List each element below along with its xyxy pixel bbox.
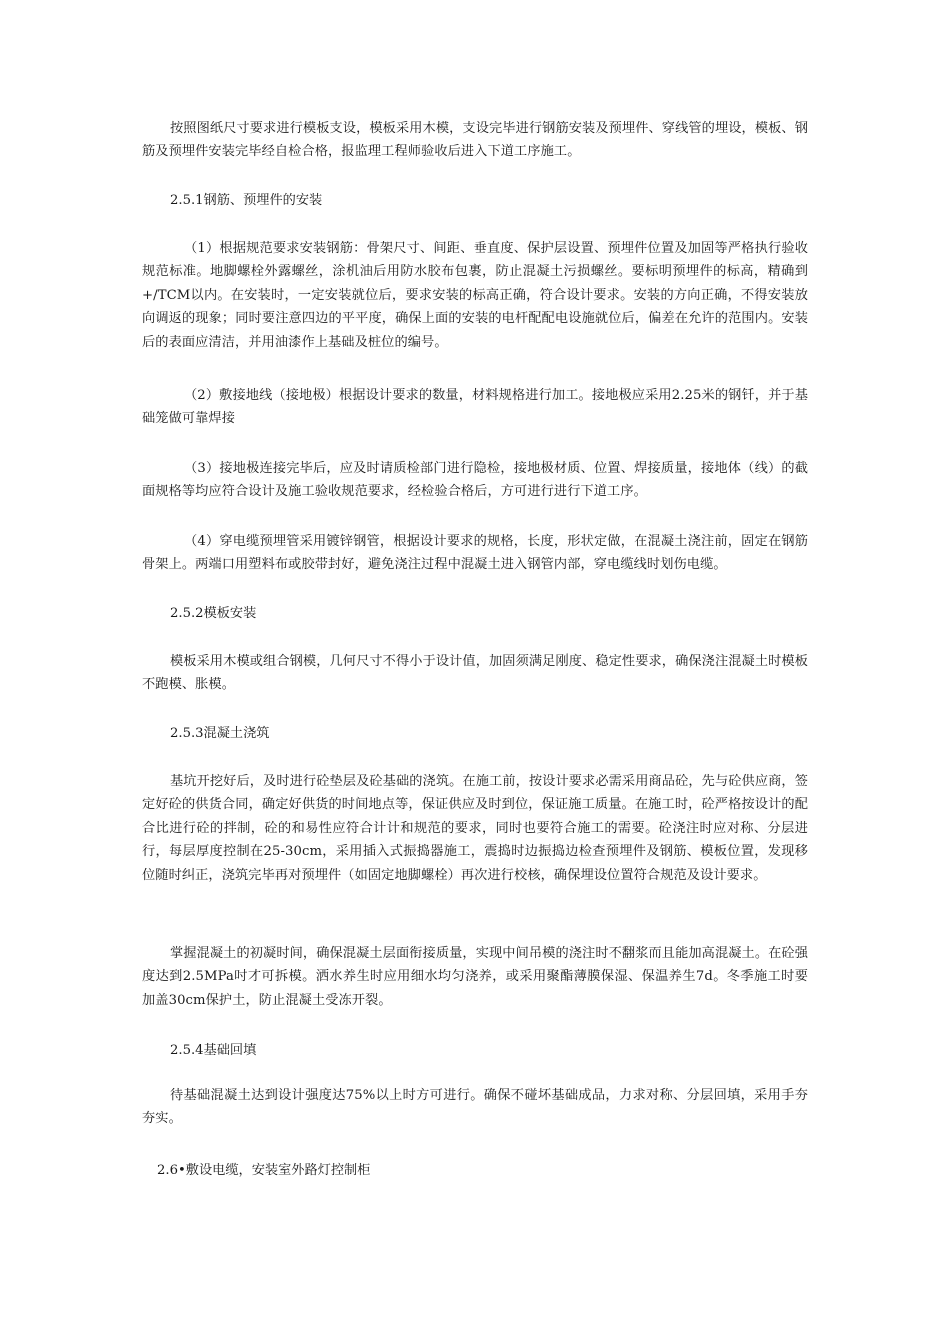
section-heading-2-5-2: 2.5.2模板安装 — [170, 606, 257, 621]
section-heading-2-6: 2.6•敷设电缆，安装室外路灯控制柜 — [157, 1163, 371, 1178]
paragraph-concrete-curing: 掌握混凝土的初凝时间，确保混凝土层面衔接质量，实现中间吊模的浇注时不翻浆而且能加高混凝土。在砼强度达到2.5MPa吋才可拆模。洒水养生时应用细水均匀浇养，或采用聚酯薄膜保湿、保温养生7d。冬季施工时要加盖30cm保护土，防止混凝土受冻开裂。 — [142, 946, 808, 1008]
paragraph-concrete-pouring: 基坑开挖好后，及时进行砼垫层及砼基础的浇筑。在施工前，按设计要求必需采用商品砼，先与砼供应商，签定好砼的供货合同，确定好供货的时间地点等，保证供应及时到位，保证施工质量。在施工时，砼严格按设计的配合比进行砼的拌制，砼的和易性应符合计计和规范的要求，同时也要符合施工的需要。砼浇注时应对称、分层进行，每层厚度控制在25-30cm，采用插入式振捣器施工，震捣时边振捣边检查预埋件及钢筋、模板位置，发现移位随时纠正，浇筑完毕再对预埋件（如固定地脚螺栓）再次进行校核，确保埋设位置符合规范及设计要求。 — [142, 774, 808, 883]
paragraph-backfill: 待基础混凝土达到设计强度达75%以上时方可进行。确保不碰坏基础成品，力求对称、分层回填，采用手夯夯实。 — [142, 1088, 808, 1127]
paragraph-formwork: 模板采用木模或组合钢模，几何尺寸不得小于设计值，加固须满足刚度、稳定性要求，确保浇注混凝土时模板不跑模、胀模。 — [142, 654, 808, 693]
paragraph-cable-conduit: （4）穿电缆预埋管采用镀锌钢管，根据设计要求的规格，长度，形状定做，在混凝土浇注前，固定在钢筋骨架上。两端口用塑料布或胶带封好，避免浇注过程中混凝土进入钢管内部，穿电缆线时划伤电缆。 — [142, 534, 808, 573]
paragraph-grounding-inspection: （3）接地极连接完毕后，应及时请质检部门进行隐检，接地极材质、位置、焊接质量，接地体（线）的截面规格等均应符合设计及施工验收规范要求，经检验合格后，方可进行进行下道工序。 — [142, 461, 808, 500]
intro-paragraph: 按照图纸尺寸要求进行模板支设，模板采用木模，支设完毕进行钢筋安装及预埋件、穿线管的埋设，模板、钢筋及预埋件安装完毕经自检合格，报监理工程师验收后进入下道工序施工。 — [142, 121, 808, 160]
section-heading-2-5-3: 2.5.3混凝土浇筑 — [170, 726, 270, 741]
paragraph-rebar-installation: （1）根据规范要求安装钢筋：骨架尺寸、间距、垂直度、保护层设置、预埋件位置及加固等严格执行验收规范标准。地脚螺栓外露螺丝，涂机油后用防水胶布包裹，防止混凝土污损螺丝。要标明预埋件的标高，精确到+/TCM以内。在安装时，一定安装就位后，要求安装的标高正确，符合设计要求。安装的方向正确，不得安装放向调返的现象；同时要注意四边的平平度，确保上面的安装的电杆配配电设施就位后，偏差在允许的范围内。安装后的表面应清洁，并用油漆作上基础及桩位的编号。 — [142, 241, 808, 350]
section-heading-2-5-1: 2.5.1钢筋、预埋件的安装 — [170, 193, 323, 208]
paragraph-grounding-wire: （2）敷接地线（接地极）根据设计要求的数量，材料规格进行加工。接地极应采用2.25米的钢钎，并于基础笼做可靠焊接 — [142, 388, 808, 427]
section-heading-2-5-4: 2.5.4基础回填 — [170, 1043, 257, 1058]
